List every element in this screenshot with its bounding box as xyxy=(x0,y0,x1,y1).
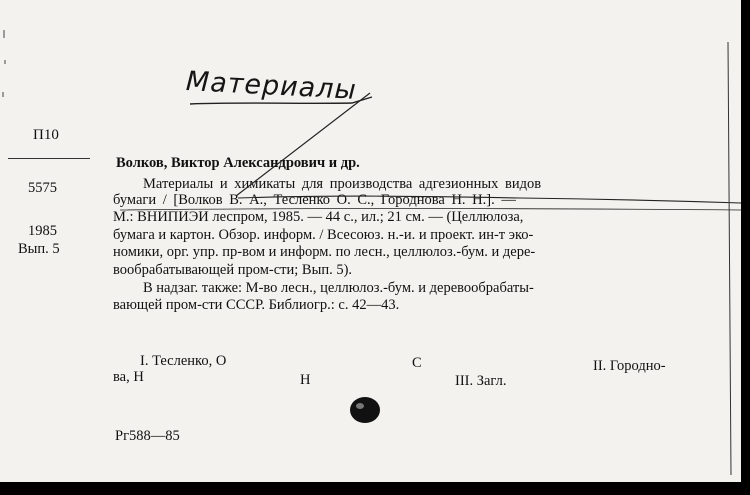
issue: Вып. 5 xyxy=(18,241,60,257)
class-code: П10 xyxy=(33,127,59,143)
right-edge-mark xyxy=(728,42,731,475)
body-line: вообрабатывающей пром-сти; Вып. 5). xyxy=(113,262,353,278)
note-line: В надзаг. также: М-во лесн., целлюлоз.-бум. и деревообрабаты- xyxy=(143,280,534,296)
tracing-line2-initial: Н xyxy=(300,372,311,388)
tracing-item-3: III. Загл. xyxy=(455,373,507,389)
ink-blot xyxy=(350,397,380,423)
year: 1985 xyxy=(28,223,57,239)
diagonal-stroke xyxy=(236,93,370,196)
tracing-item-2: II. Городно- xyxy=(593,358,666,374)
tracing-item-1-initial: С xyxy=(412,355,422,371)
entry-heading: Волков, Виктор Александрович и др. xyxy=(116,155,360,171)
left-edge-specks xyxy=(3,30,5,97)
card-number: 5575 xyxy=(28,180,57,196)
handwritten-note: Материалы xyxy=(185,66,358,106)
footer-code: Рг588—85 xyxy=(115,428,180,444)
body-line: М.: ВНИПИЭИ леспром, 1985. — 44 с., ил.; 21 см. — (Целлюлоза, xyxy=(113,209,524,225)
note-line: вающей пром-сти СССР. Библиогр.: с. 42—43. xyxy=(113,297,400,313)
body-line: бумага и картон. Обзор. информ. / Всесоюз. н.-и. и проект. ин-т эко- xyxy=(113,227,534,243)
underline-stroke xyxy=(190,97,372,104)
tracing-item-1: I. Тесленко, О xyxy=(140,353,227,369)
body-line: бумаги / [Волков В. А., Тесленко О. С., Городнова Н. Н.]. — xyxy=(113,192,516,208)
body-line: номики, орг. упр. пр-вом и информ. по лесн., целлюлоз.-бум. и дере- xyxy=(113,244,536,260)
strike-line xyxy=(238,196,741,203)
tracing-line2-start: ва, Н xyxy=(113,369,144,385)
strike-line-lower xyxy=(120,209,741,211)
body-line: Материалы и химикаты для производства адгезионных видов xyxy=(143,176,542,192)
ink-blot-highlight xyxy=(356,403,364,409)
